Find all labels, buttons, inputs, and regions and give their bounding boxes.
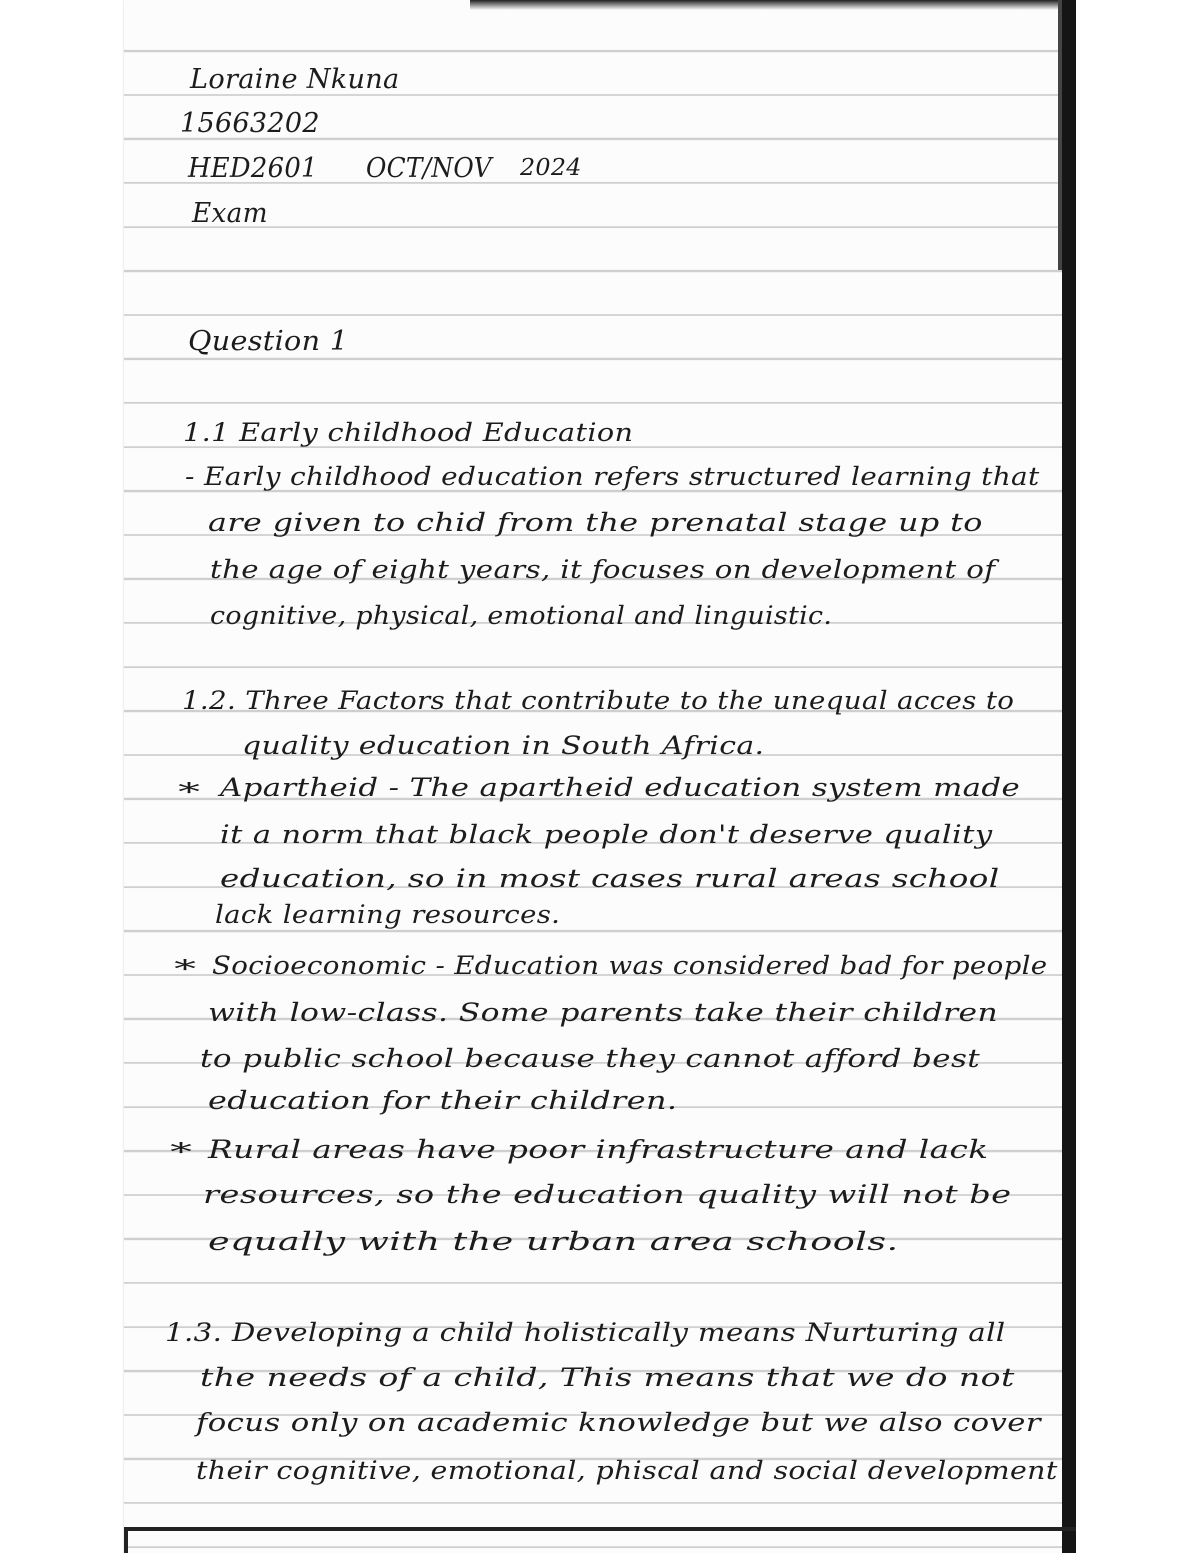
factor-line: it a norm that black people don't deserve quality — [220, 820, 993, 849]
student-number: 15663202 — [180, 108, 320, 139]
module-code: HED2601 — [188, 153, 318, 184]
page-top-shadow — [470, 0, 1070, 10]
q1-2-heading: quality education in South Africa. — [242, 731, 765, 760]
factor-line: education, so in most cases rural areas school — [220, 864, 1000, 893]
q1-3-line: focus only on academic knowledge but we also cover — [196, 1408, 1041, 1437]
bullet-asterisk: * — [170, 1138, 193, 1166]
exam-type: Exam — [192, 198, 268, 229]
question-title: Question 1 — [188, 326, 349, 357]
bullet-asterisk: * — [178, 778, 201, 806]
factor-line: to public school because they cannot afford best — [200, 1044, 981, 1073]
factor-line: lack learning resources. — [215, 900, 561, 929]
exam-year: 2024 — [520, 155, 582, 181]
q1-1-line: cognitive, physical, emotional and linguistic. — [210, 601, 833, 630]
student-name: Loraine Nkuna — [190, 64, 400, 95]
page-right-edge — [1062, 0, 1076, 1553]
page-bottom-left-edge — [124, 1527, 128, 1553]
factor-line: education for their children. — [208, 1086, 678, 1115]
factor-line: equally with the urban area schools. — [208, 1227, 899, 1256]
factor-line: with low-class. Some parents take their children — [208, 998, 999, 1027]
q1-1-line: the age of eight years, it focuses on development of — [210, 555, 996, 584]
factor-line: Rural areas have poor infrastructure and lack — [208, 1135, 989, 1164]
q1-1-heading: 1.1 Early childhood Education — [183, 418, 634, 447]
q1-3-line: 1.3. Developing a child holistically means Nurturing all — [165, 1318, 1006, 1347]
q1-2-heading: 1.2. Three Factors that contribute to the unequal acces to — [182, 686, 1015, 715]
factor-line: Apartheid - The apartheid education system made — [220, 773, 1021, 802]
page-bottom-edge — [124, 1527, 1076, 1531]
q1-1-line: are given to chid from the prenatal stage up to — [208, 508, 983, 537]
q1-1-line: - Early childhood education refers structured learning that — [185, 462, 1040, 491]
exam-session: OCT/NOV — [366, 153, 492, 184]
factor-line: Socioeconomic - Education was considered bad for people — [212, 951, 1048, 980]
bullet-asterisk: * — [174, 955, 197, 983]
q1-3-line: their cognitive, emotional, phiscal and social development — [196, 1456, 1058, 1485]
q1-3-line: the needs of a child, This means that we do not — [200, 1363, 1015, 1392]
factor-line: resources, so the education quality will not be — [203, 1180, 1012, 1209]
